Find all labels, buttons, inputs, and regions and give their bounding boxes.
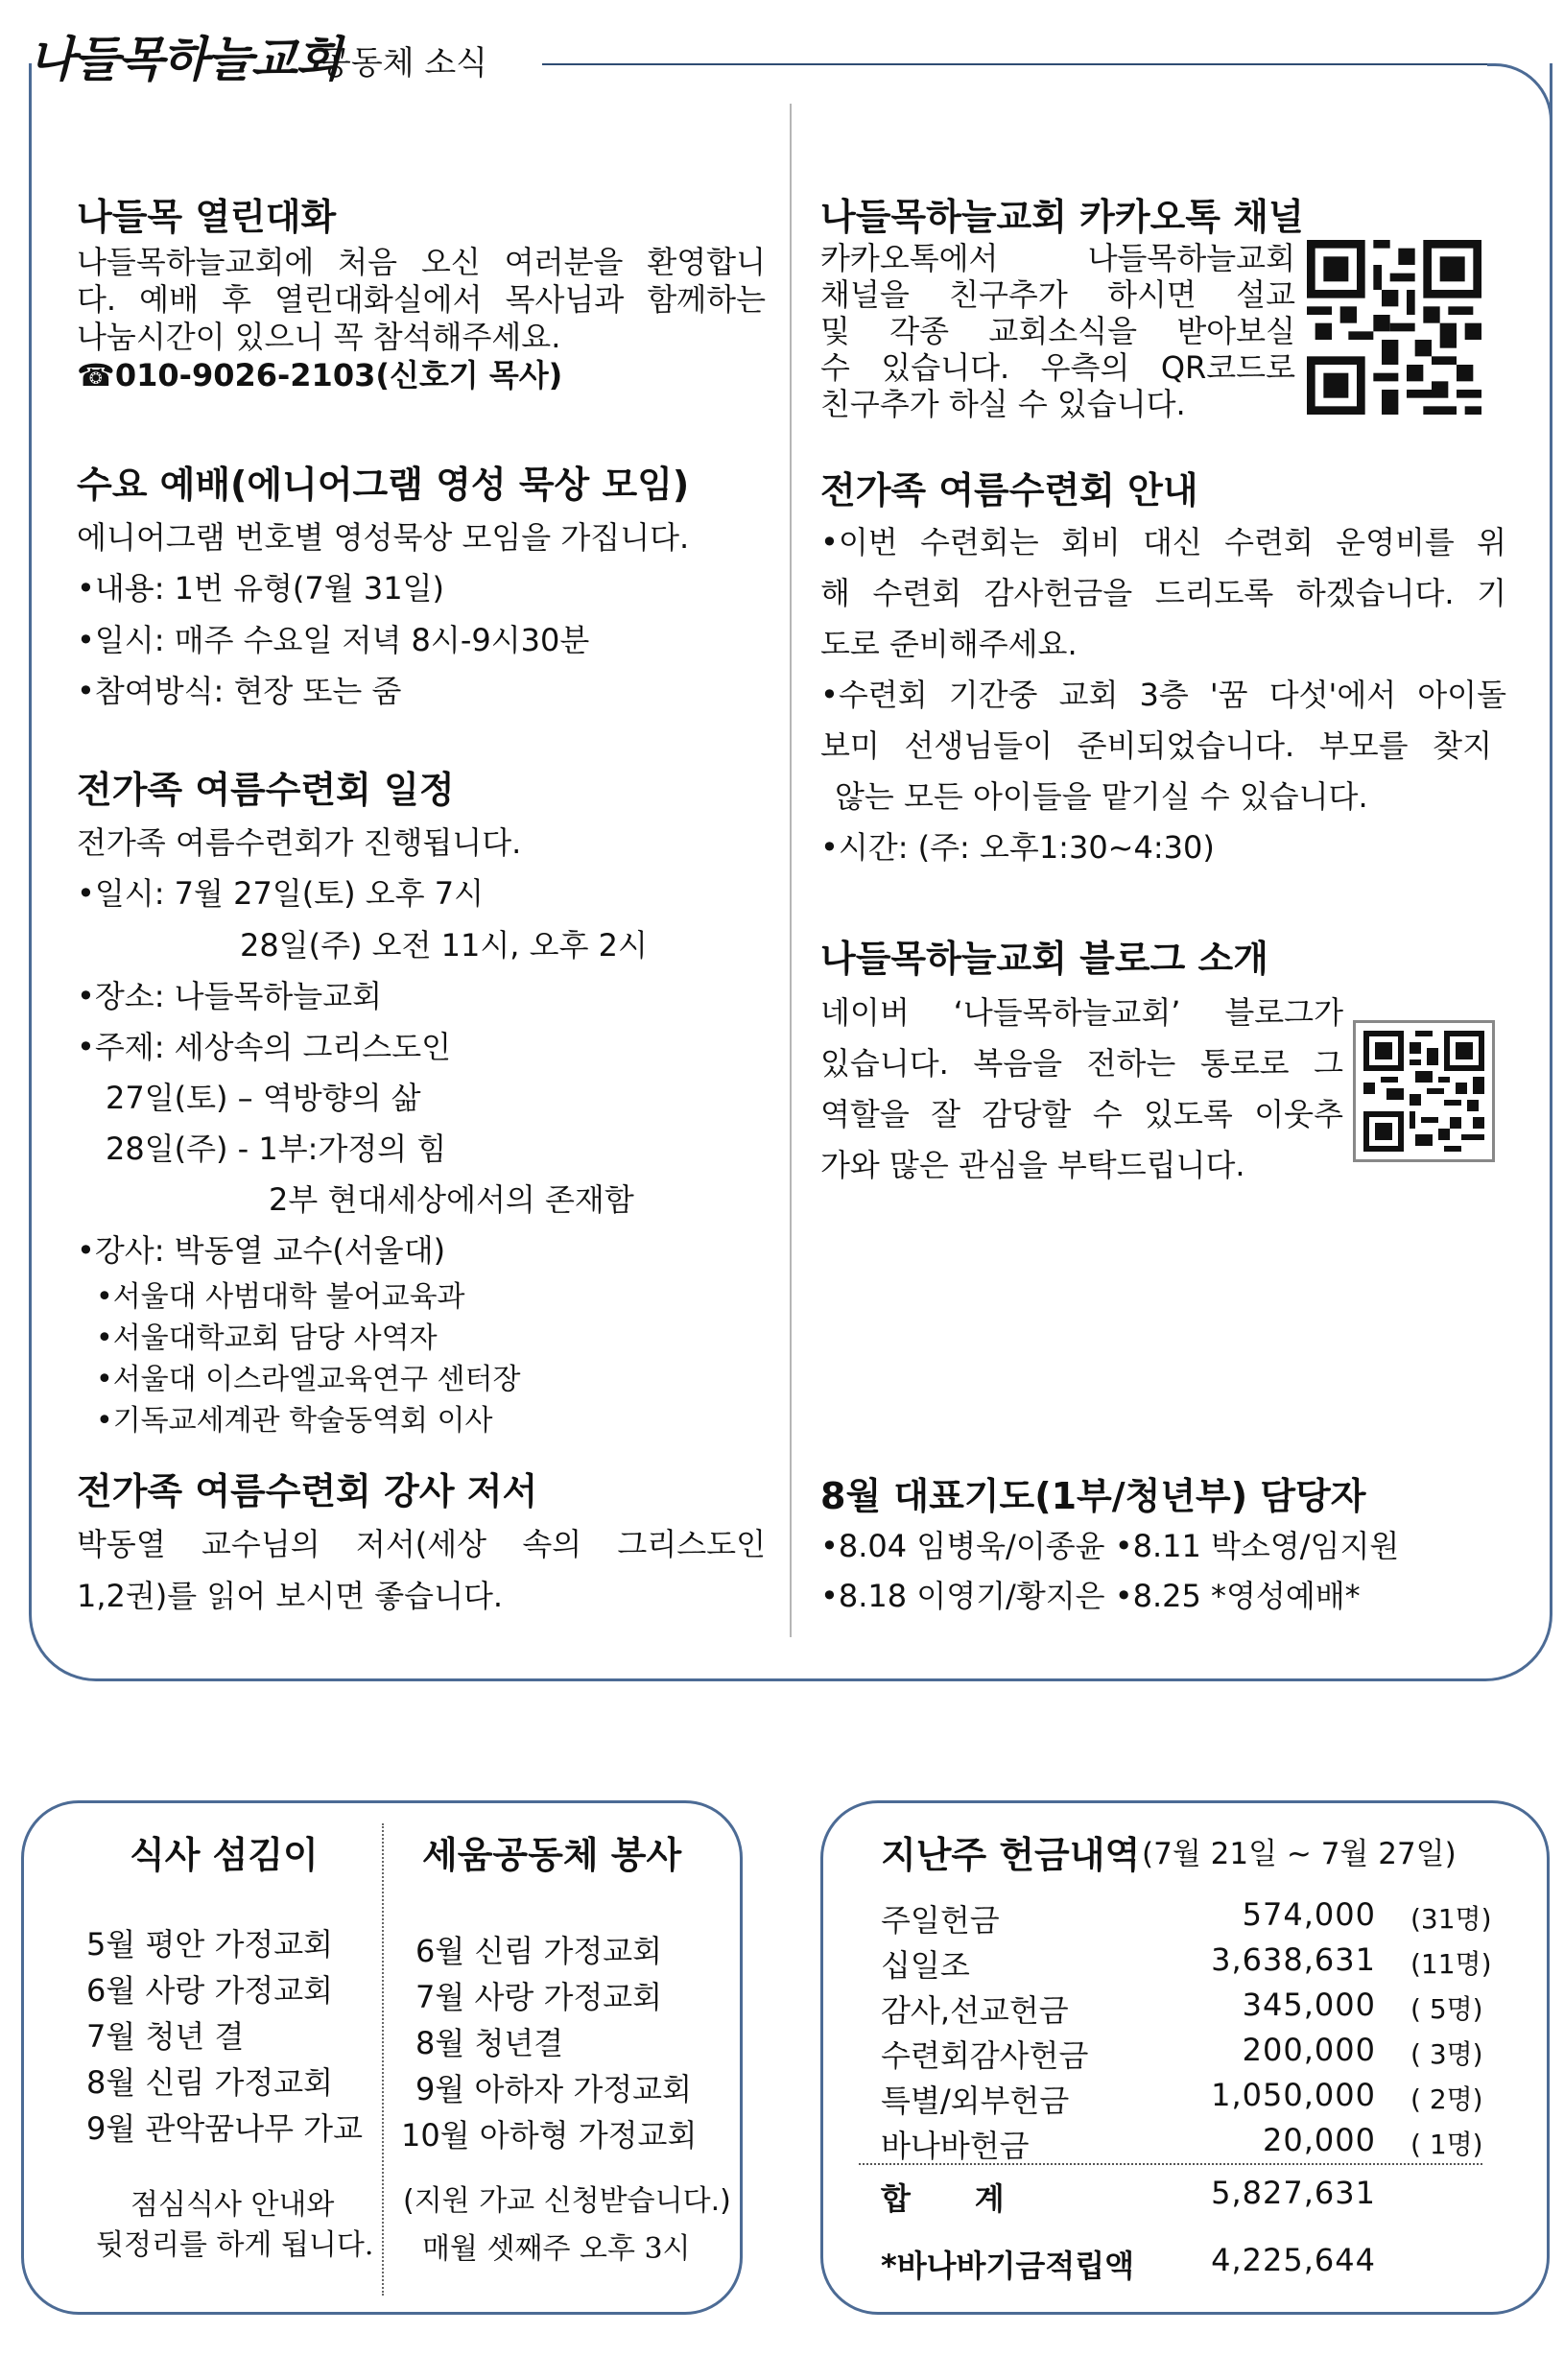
kakao-line: 카카오톡에서 나들목하늘교회 bbox=[820, 240, 1295, 276]
barnabas-fund-label: *바나바기금적립액 bbox=[881, 2248, 1135, 2284]
retreat-info-line: 보미 선생님들이 준비되었습니다. 부모를 찾지 bbox=[820, 727, 1492, 764]
retreat-line: 28일(주) 오전 11시, 오후 2시 bbox=[240, 927, 648, 964]
kakao-line: 채널을 친구추가 하시면 설교 bbox=[820, 276, 1295, 313]
retreat-info-line: 도로 준비해주세요. bbox=[820, 626, 1078, 662]
speaker-books-line: 박동열 교수님의 저서(세상 속의 그리스도인 bbox=[77, 1526, 766, 1562]
blog-line: 네이버 ‘나들목하늘교회’ 블로그가 bbox=[820, 994, 1343, 1031]
meal-server-item: 6월 사랑 가정교회 bbox=[86, 1972, 334, 2009]
speaker-bio-line: •서울대 이스라엘교육연구 센터장 bbox=[96, 1363, 521, 1396]
prayer-duty-line: •8.18 이영기/황지은 •8.25 *영성예배* bbox=[820, 1578, 1361, 1614]
offering-count: ( 3명) bbox=[1410, 2038, 1483, 2070]
wednesday-line: 에니어그램 번호별 영성묵상 모임을 가집니다. bbox=[77, 519, 690, 556]
speaker-bio-line: •서울대학교회 담당 사역자 bbox=[96, 1321, 438, 1355]
section-title-open-talk: 나들목 열린대화 bbox=[77, 196, 337, 238]
section-title-retreat-info: 전가족 여름수련회 안내 bbox=[820, 469, 1198, 512]
retreat-line: 27일(토) – 역방향의 삶 bbox=[106, 1080, 421, 1116]
meal-server-item: 9월 관악꿈나무 가교 bbox=[86, 2110, 363, 2147]
offering-amount: 20,000 bbox=[1263, 2122, 1376, 2158]
offering-count: ( 5명) bbox=[1410, 1993, 1483, 2025]
qr-code-icon[interactable] bbox=[1353, 1020, 1495, 1162]
offering-title: 지난주 헌금내역 bbox=[881, 1834, 1141, 1876]
kakao-line: 및 각종 교회소식을 받아보실 bbox=[820, 313, 1295, 349]
column-divider bbox=[790, 104, 792, 1637]
offering-total-divider bbox=[859, 2163, 1482, 2165]
kakao-line: 수 있습니다. 우측의 QR코드로 bbox=[820, 349, 1295, 386]
open-talk-line: 나들목하늘교회에 처음 오신 여러분을 환영합니 bbox=[77, 244, 766, 280]
retreat-info-line: 해 수련회 감사헌금을 드리도록 하겠습니다. 기 bbox=[820, 575, 1506, 611]
retreat-info-line: 않는 모든 아이들을 맡기실 수 있습니다. bbox=[835, 778, 1368, 815]
retreat-info-line: •시간: (주: 오후1:30~4:30) bbox=[820, 829, 1215, 866]
retreat-info-line: •이번 수련회는 회비 대신 수련회 운영비를 위 bbox=[820, 524, 1506, 560]
blog-line: 가와 많은 관심을 부탁드립니다. bbox=[820, 1147, 1245, 1183]
section-title-retreat-schedule: 전가족 여름수련회 일정 bbox=[77, 769, 455, 811]
community-service-item: 8월 청년결 bbox=[415, 2025, 564, 2061]
retreat-line: •강사: 박동열 교수(서울대) bbox=[77, 1232, 446, 1269]
retreat-line: •일시: 7월 27일(토) 오후 7시 bbox=[77, 875, 485, 912]
section-title-blog: 나들목하늘교회 블로그 소개 bbox=[820, 938, 1268, 980]
offering-label: 바나바헌금 bbox=[881, 2128, 1030, 2164]
community-service-item: 7월 사랑 가정교회 bbox=[415, 1979, 663, 2015]
offering-label: 수련회감사헌금 bbox=[881, 2037, 1089, 2074]
offering-amount: 1,050,000 bbox=[1211, 2077, 1376, 2113]
retreat-info-line: •수련회 기간중 교회 3층 '꿈 다섯'에서 아이돌 bbox=[820, 677, 1506, 713]
offering-count: ( 1명) bbox=[1410, 2129, 1483, 2160]
service-box-divider bbox=[382, 1823, 384, 2296]
meal-server-item: 7월 청년 결 bbox=[86, 2018, 245, 2055]
offering-period: (7월 21일 ~ 7월 27일) bbox=[1142, 1837, 1457, 1871]
section-title-kakao: 나들목하늘교회 카카오톡 채널 bbox=[820, 196, 1304, 238]
speaker-books-line: 1,2권)를 읽어 보시면 좋습니다. bbox=[77, 1578, 504, 1614]
offering-total-amount: 5,827,631 bbox=[1211, 2175, 1376, 2211]
open-talk-phone: ☎010-9026-2103(신호기 목사) bbox=[77, 357, 563, 393]
offering-label: 주일헌금 bbox=[881, 1902, 1000, 1939]
wednesday-line: •일시: 매주 수요일 저녁 8시-9시30분 bbox=[77, 622, 590, 658]
kakao-line: 친구추가 하실 수 있습니다. bbox=[820, 386, 1186, 422]
wednesday-line: •내용: 1번 유형(7월 31일) bbox=[77, 570, 444, 607]
retreat-line: •장소: 나들목하늘교회 bbox=[77, 978, 383, 1014]
meal-server-item: 5월 평안 가정교회 bbox=[86, 1926, 334, 1963]
meal-servers-title: 식사 섬김이 bbox=[130, 1834, 319, 1876]
meal-note: 뒷정리를 하게 됩니다. bbox=[96, 2228, 374, 2262]
speaker-bio-line: •서울대 사범대학 불어교육과 bbox=[96, 1280, 465, 1314]
offering-amount: 345,000 bbox=[1242, 1987, 1376, 2023]
barnabas-fund-amount: 4,225,644 bbox=[1211, 2242, 1376, 2278]
offering-count: (11명) bbox=[1410, 1948, 1492, 1980]
offering-amount: 200,000 bbox=[1242, 2032, 1376, 2068]
offering-label: 십일조 bbox=[881, 1947, 970, 1984]
qr-code-icon[interactable] bbox=[1307, 240, 1481, 415]
speaker-bio-line: •기독교세계관 학술동역회 이사 bbox=[96, 1404, 493, 1438]
offering-amount: 3,638,631 bbox=[1211, 1941, 1376, 1978]
section-title-speaker-books: 전가족 여름수련회 강사 저서 bbox=[77, 1470, 538, 1512]
community-service-item: 6월 신림 가정교회 bbox=[415, 1933, 663, 1969]
section-title-prayer-duty: 8월 대표기도(1부/청년부) 담당자 bbox=[820, 1475, 1366, 1517]
retreat-line: 전가족 여름수련회가 진행됩니다. bbox=[77, 824, 522, 861]
page-title: 공동체 소식 bbox=[320, 44, 488, 83]
church-logo: 나들목하늘교회 bbox=[29, 31, 341, 87]
community-service-item: 10월 아하형 가정교회 bbox=[401, 2117, 698, 2154]
prayer-duty-line: •8.04 임병욱/이종윤 •8.11 박소영/임지원 bbox=[820, 1528, 1400, 1564]
retreat-line: 2부 현대세상에서의 존재함 bbox=[269, 1181, 634, 1218]
open-talk-line: 다. 예배 후 열린대화실에서 목사님과 함께하는 bbox=[77, 281, 766, 318]
blog-line: 역할을 잘 감당할 수 있도록 이웃추 bbox=[820, 1096, 1343, 1132]
blog-line: 있습니다. 복음을 전하는 통로로 그 bbox=[820, 1045, 1343, 1082]
community-service-item: 9월 아하자 가정교회 bbox=[415, 2071, 692, 2107]
wednesday-line: •참여방식: 현장 또는 줌 bbox=[77, 673, 402, 709]
offering-count: ( 2명) bbox=[1410, 2083, 1483, 2115]
community-service-note: (지원 가교 신청받습니다.) bbox=[403, 2184, 731, 2218]
community-service-note: 매월 셋째주 오후 3시 bbox=[422, 2232, 691, 2266]
offering-total-label: 합 계 bbox=[881, 2180, 1005, 2217]
section-title-wednesday: 수요 예배(에니어그램 영성 묵상 모임) bbox=[77, 464, 690, 506]
meal-note: 점심식사 안내와 bbox=[130, 2188, 335, 2222]
meal-server-item: 8월 신림 가정교회 bbox=[86, 2064, 334, 2101]
offering-amount: 574,000 bbox=[1242, 1896, 1376, 1933]
offering-label: 특별/외부헌금 bbox=[881, 2082, 1070, 2119]
open-talk-line: 나눔시간이 있으니 꼭 참석해주세요. bbox=[77, 319, 561, 355]
retreat-line: •주제: 세상속의 그리스도인 bbox=[77, 1029, 452, 1065]
offering-count: (31명) bbox=[1410, 1903, 1492, 1935]
community-service-title: 세움공동체 봉사 bbox=[422, 1834, 682, 1876]
retreat-line: 28일(주) - 1부:가정의 힘 bbox=[106, 1130, 447, 1167]
offering-label: 감사,선교헌금 bbox=[881, 1992, 1069, 2029]
